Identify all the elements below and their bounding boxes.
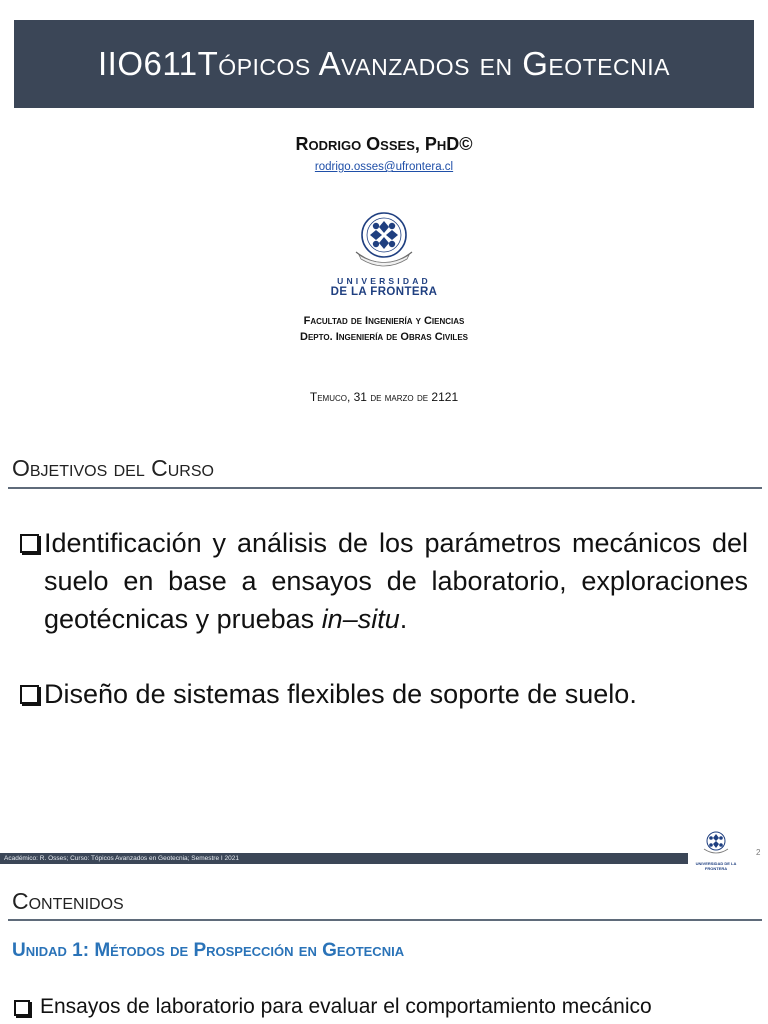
- objectives-heading: Objetivos del Curso: [12, 455, 214, 481]
- footer-logo: [694, 830, 738, 871]
- footer-university-seal-icon: [694, 830, 738, 856]
- author-email-link[interactable]: rodrigo.osses@ufrontera.cl: [314, 161, 454, 173]
- department-name: Depto. Ingeniería de Obras Civiles: [300, 331, 468, 343]
- objective-text: Identificación y análisis de los parámetros mecánicos del suelo en base a ensayos de laboratorio, exploraciones geotécnicas y pruebas: [44, 528, 748, 634]
- contents-list: [14, 992, 754, 1022]
- university-seal-icon: [352, 208, 416, 274]
- objective-text: Diseño de sistemas flexibles de soporte de suelo.: [44, 679, 637, 709]
- university-name-line1: UNIVERSIDAD: [337, 276, 431, 286]
- course-title-bar: [14, 20, 754, 108]
- objective-text-end: .: [399, 604, 408, 634]
- faculty-name: Facultad de Ingeniería y Ciencias: [303, 315, 465, 327]
- objectives-list: [20, 524, 748, 713]
- content-text: Ensayos de laboratorio para evaluar el comportamiento mecánico: [40, 995, 652, 1018]
- objective-item: [20, 524, 748, 638]
- course-code: IIO611: [98, 45, 198, 82]
- objective-italic-term: in–situ: [321, 604, 400, 634]
- objectives-divider: [8, 487, 762, 489]
- author-email-wrapper: [0, 161, 768, 173]
- unit-title: Unidad 1: Métodos de Prospección en Geotecnia: [12, 940, 405, 961]
- checkbox-bullet-icon: [14, 1000, 30, 1016]
- checkbox-bullet-icon: [20, 534, 39, 553]
- slide-footer: Académico: R. Osses; Curso: Tópicos Avanzados en Geotecnia; Semestre I 2021: [0, 853, 688, 864]
- content-item: [14, 992, 754, 1022]
- contents-heading: Contenidos: [12, 888, 124, 914]
- university-name-line2: DE LA FRONTERA: [330, 286, 438, 298]
- contents-divider: [8, 919, 762, 921]
- footer-university-name: UNIVERSIDAD DE LA FRONTERA: [695, 861, 737, 871]
- checkbox-bullet-icon: [20, 685, 39, 704]
- course-title: Tópicos Avanzados en Geotecnia: [197, 45, 670, 82]
- objective-item: [20, 675, 748, 713]
- faculty-block: [0, 313, 768, 345]
- page-number: 2: [756, 848, 761, 857]
- author-name: Rodrigo Osses, PhD©: [295, 134, 473, 154]
- presentation-date: Temuco, 31 de marzo de 2121: [309, 390, 459, 404]
